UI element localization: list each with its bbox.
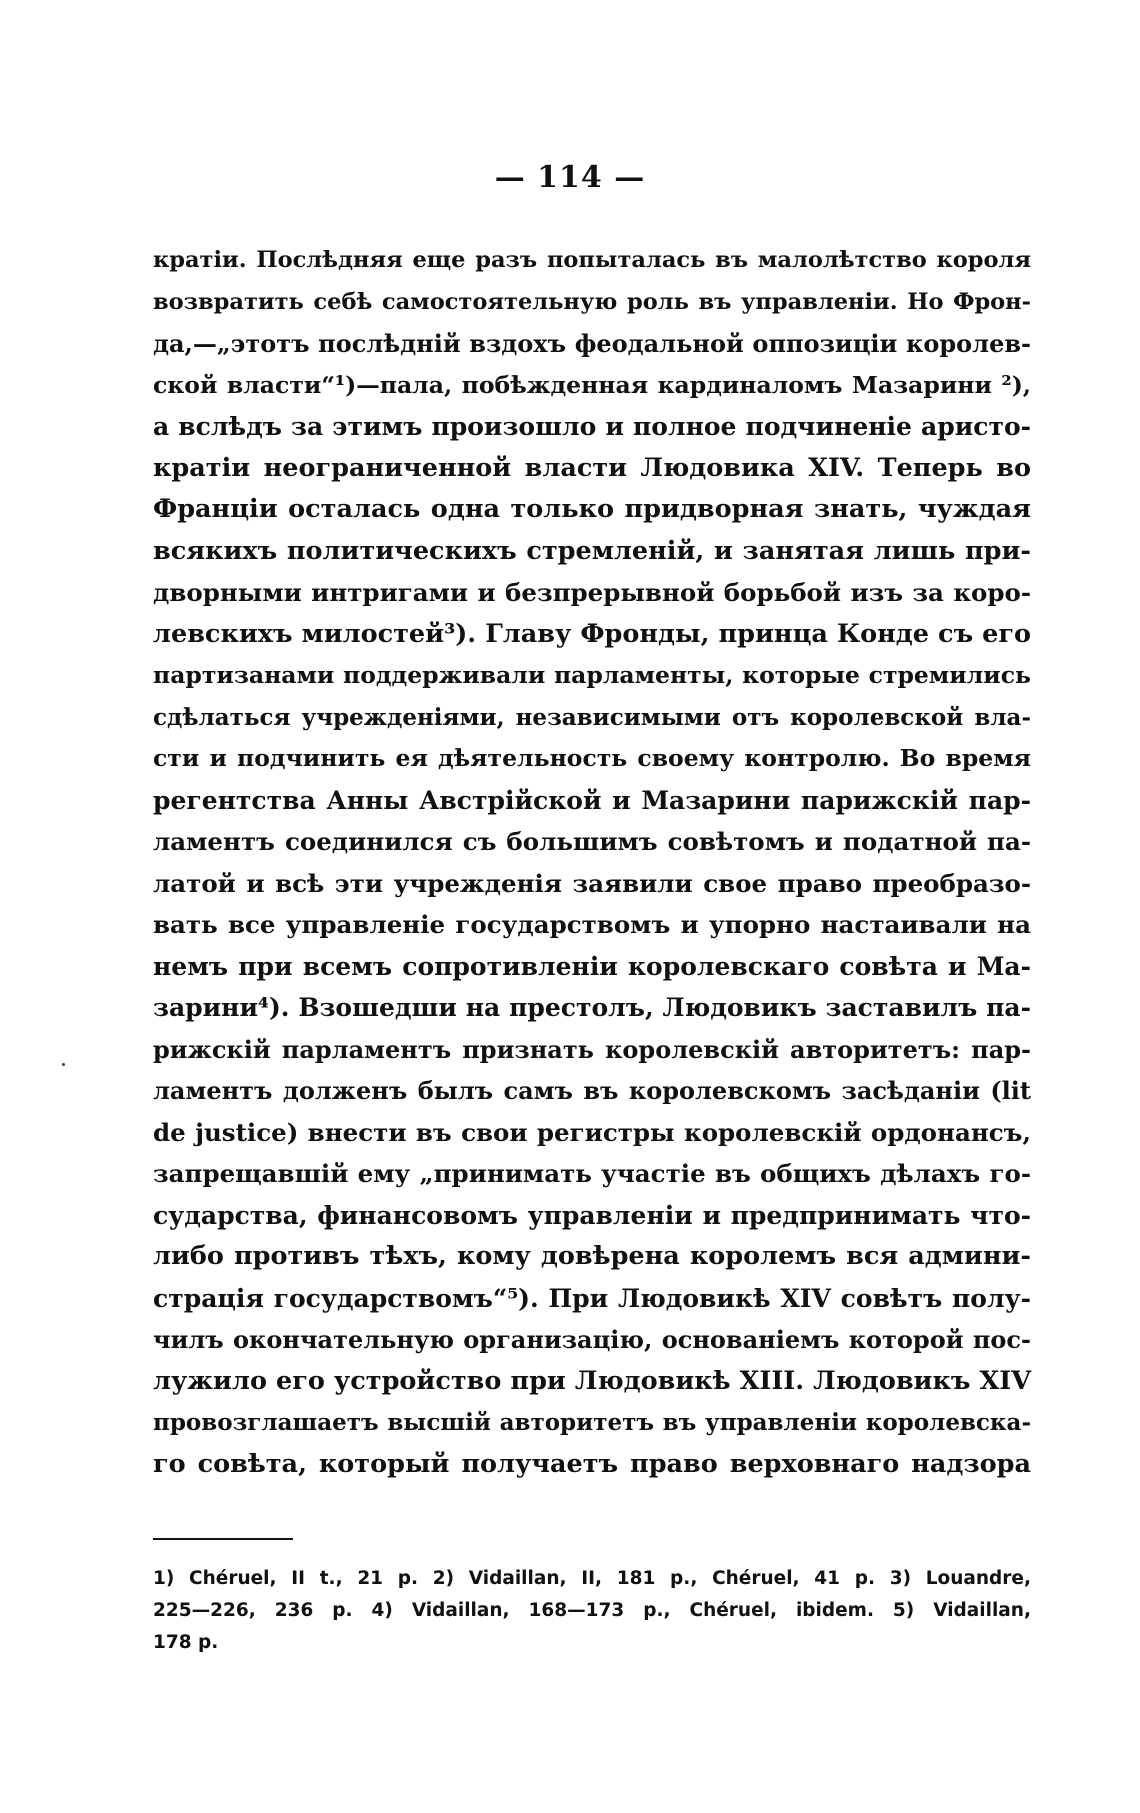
- text-line: а вслѣдъ за этимъ произошло и полное подчиненіе аристо-: [153, 412, 1031, 441]
- text-line: кратіи неограниченной власти Людовика XIV. Теперь во: [153, 452, 1031, 483]
- footnote-divider: [153, 1538, 293, 1540]
- text-line: ламентъ соединился съ большимъ совѣтомъ и податной па-: [153, 827, 1031, 856]
- footnote-line: 225—226, 236 p. 4) Vidaillan, 168—173 p., Chéruel, ibidem. 5) Vidaillan,: [153, 1600, 1031, 1621]
- text-line: сти и подчинить ея дѣятельность своему контролю. Во время: [153, 744, 1031, 772]
- page-number: — 114 —: [494, 160, 646, 195]
- text-line: сдѣлаться учрежденіями, независимыми отъ королевской вла-: [153, 703, 1031, 731]
- text-line: вать все управленіе государствомъ и упорно настаивали на: [153, 910, 1031, 939]
- footnote-line: 1) Chéruel, II t., 21 p. 2) Vidaillan, II, 181 p., Chéruel, 41 p. 3) Louandre,: [153, 1568, 1031, 1589]
- footnotes: [153, 1563, 1031, 1659]
- text-line: кратіи. Послѣдняя еще разъ попыталась въ малолѣтство короля: [153, 247, 1031, 273]
- body-text: [153, 240, 1031, 1485]
- text-line: чилъ окончательную организацію, основаніемъ которой пос-: [153, 1325, 1031, 1354]
- text-line: зарини⁴). Взошедши на престолъ, Людовикъ заставилъ па-: [153, 993, 1031, 1022]
- text-line: латой и всѣ эти учрежденія заявили свое право преобразо-: [153, 868, 1031, 898]
- text-line: лужило его устройство при Людовикѣ XIII. Людовикъ XIV: [153, 1365, 1031, 1396]
- text-line: провозглашаетъ высшій авторитетъ въ управленіи королевска-: [153, 1409, 1031, 1436]
- text-line: ламентъ долженъ былъ самъ въ королевскомъ засѣданіи (lit: [153, 1076, 1031, 1105]
- text-line: регентства Анны Австрійской и Мазарини парижскій пар-: [153, 785, 1031, 815]
- text-line: партизанами поддерживали парламенты, которые стремились: [153, 661, 1031, 689]
- text-line: страція государствомъ“⁵). При Людовикѣ XIV совѣтъ полу-: [153, 1283, 1031, 1313]
- text-line: го совѣта, который получаетъ право верховнаго надзора: [153, 1448, 1031, 1479]
- text-line: сударства, финансовомъ управленіи и предпринимать что-: [153, 1200, 1031, 1230]
- text-line: немъ при всемъ сопротивленіи королевскаго совѣта и Ма-: [153, 951, 1031, 981]
- text-line: de justice) внести въ свои регистры королевскій ордонансъ,: [153, 1117, 1031, 1147]
- text-line: ской власти“¹)—пала, побѣжденная кардиналомъ Мазарини ²),: [153, 370, 1031, 399]
- text-line: да,—„этотъ послѣдній вздохъ феодальной оппозиціи королев-: [153, 329, 1031, 358]
- text-line: всякихъ политическихъ стремленій, и занятая лишь при-: [153, 535, 1031, 566]
- footnote-line: 178 p.: [153, 1632, 219, 1653]
- text-line: левскихъ милостей³). Главу Фронды, принца Конде съ его: [153, 618, 1031, 649]
- text-line: рижскій парламентъ признать королевскій авторитетъ: пар-: [153, 1034, 1031, 1064]
- scan-speck: [62, 1063, 65, 1066]
- text-line: Франціи осталась одна только придворная знать, чуждая: [153, 494, 1031, 524]
- text-line: либо противъ тѣхъ, кому довѣрена королемъ вся админи-: [153, 1241, 1031, 1271]
- text-line: возвратить себѣ самостоятельную роль въ управленіи. Но Фрон-: [153, 288, 1031, 315]
- text-line: запрещавшій ему „принимать участіе въ общихъ дѣлахъ го-: [153, 1159, 1031, 1188]
- text-line: дворными интригами и безпрерывной борьбой изъ за коро-: [153, 578, 1031, 607]
